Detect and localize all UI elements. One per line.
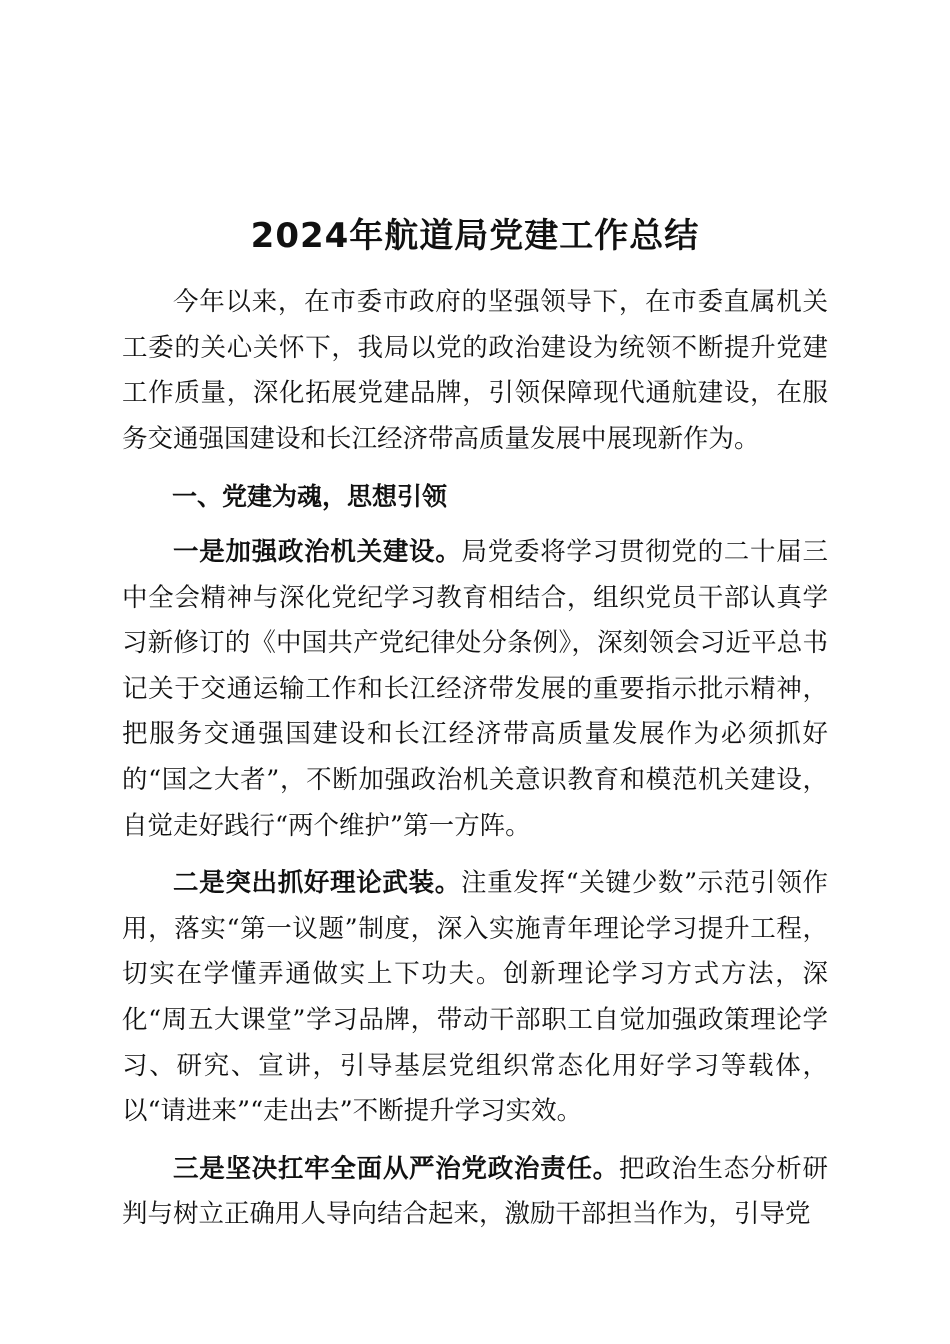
document-title: 2024年航道局党建工作总结 (250, 216, 700, 256)
item-text-2: 注重发挥“关键少数”示范引领作用，落实“第一议题”制度，深入实施青年理论学习提升工程，切实在学懂弄通做实上下功夫。创新理论学习方式方法，深化“周五大课堂”学习品牌，带动干部职工自觉加强政策理论学习、研究、宣讲，引导基层党组织常态化用好学习等载体，以“请进来”“走出去”不断提升学习实效。 (122, 868, 828, 1127)
item-lead-1: 一是加强政治机关建设。 (173, 536, 462, 567)
section-heading: 一、党建为魂，思想引领 (172, 482, 448, 512)
item-text-1: 局党委将学习贯彻党的二十届三中全会精神与深化党纪学习教育相结合，组织党员干部认真学习新修订的《中国共产党纪律处分条例》，深刻领会习近平总书记关于交通运输工作和长江经济带发展的重要指示批示精神，把服务交通强国建设和长江经济带高质量发展作为必须抓好的“国之大者”，不断加强政治机关意识教育和模范机关建设，自觉走好践行“两个维护”第一方阵。 (122, 536, 828, 841)
document-body (122, 280, 828, 1250)
item-lead-3: 三是坚决扛牢全面从严治党政治责任。 (173, 1153, 619, 1184)
intro-paragraph: 今年以来，在市委市政府的坚强领导下，在市委直属机关工委的关心关怀下，我局以党的政治建设为统领不断提升党建工作质量，深化拓展党建品牌，引领保障现代通航建设，在服务交通强国建设和长江经济带高质量发展中展现新作为。 (122, 287, 828, 454)
item-paragraph-3 (122, 1147, 828, 1238)
item-lead-2: 二是突出抓好理论武装。 (173, 868, 461, 899)
item-text-3: 把政治生态分析研判与树立正确用人导向结合起来，激励干部担当作为，引导党 (122, 1153, 828, 1230)
item-paragraph-1 (122, 530, 828, 849)
item-paragraph-2 (122, 861, 828, 1135)
